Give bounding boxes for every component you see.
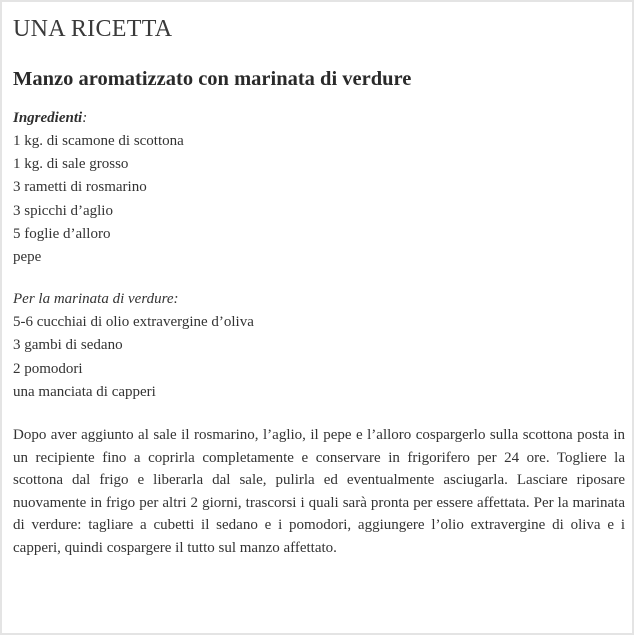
recipe-content (13, 14, 625, 560)
marinade-list (13, 311, 625, 404)
ingredient-item: pepe (13, 249, 42, 266)
ingredients-list (13, 130, 625, 269)
ingredients-heading-colon: : (82, 110, 88, 126)
marinade-item: una manciata di capperi (13, 383, 156, 400)
ingredients-heading (13, 107, 625, 130)
ingredient-item: 3 spicchi d’aglio (13, 202, 113, 219)
marinade-item: 2 pomodori (13, 360, 83, 377)
ingredient-item: 5 foglie d’alloro (13, 225, 111, 242)
marinade-heading: Per la marinata di verdure: (13, 291, 179, 308)
ingredient-item: 1 kg. di scamone di scottona (13, 133, 184, 149)
marinade-item: 3 gambi di sedano (13, 337, 123, 354)
instructions-paragraph: Dopo aver aggiunto al sale il rosmarino, l’aglio, il pepe e l’alloro cospargerlo sulla scottona posta in un recipiente fino a coprirla completamente e conservare in frigorifero per 24 ore. Togliere la scottona dal frigo e liberarla dal sale, pulirla ed eventualmente asciugarla. Lasciare riposare nuovamente in frigo per altri 2 giorni, trascorsi i quali sarà pronta per essere affettata. Per la marinata di verdure: tagliare a cubetti il sedano e i pomodori, aggiungere l’olio extravergine di oliva e i capperi, quindi cospargere il tutto sul manzo affettato. (13, 427, 625, 556)
ingredients-heading-label: Ingredienti (13, 110, 83, 126)
section-title: UNA RICETTA (13, 16, 173, 42)
ingredient-item: 1 kg. di sale grosso (13, 156, 129, 173)
ingredient-item: 3 rametti di rosmarino (13, 179, 147, 196)
recipe-title: Manzo aromatizzato con marinata di verdure (13, 68, 412, 90)
marinade-item: 5-6 cucchiai di olio extravergine d’oliva (13, 314, 254, 331)
